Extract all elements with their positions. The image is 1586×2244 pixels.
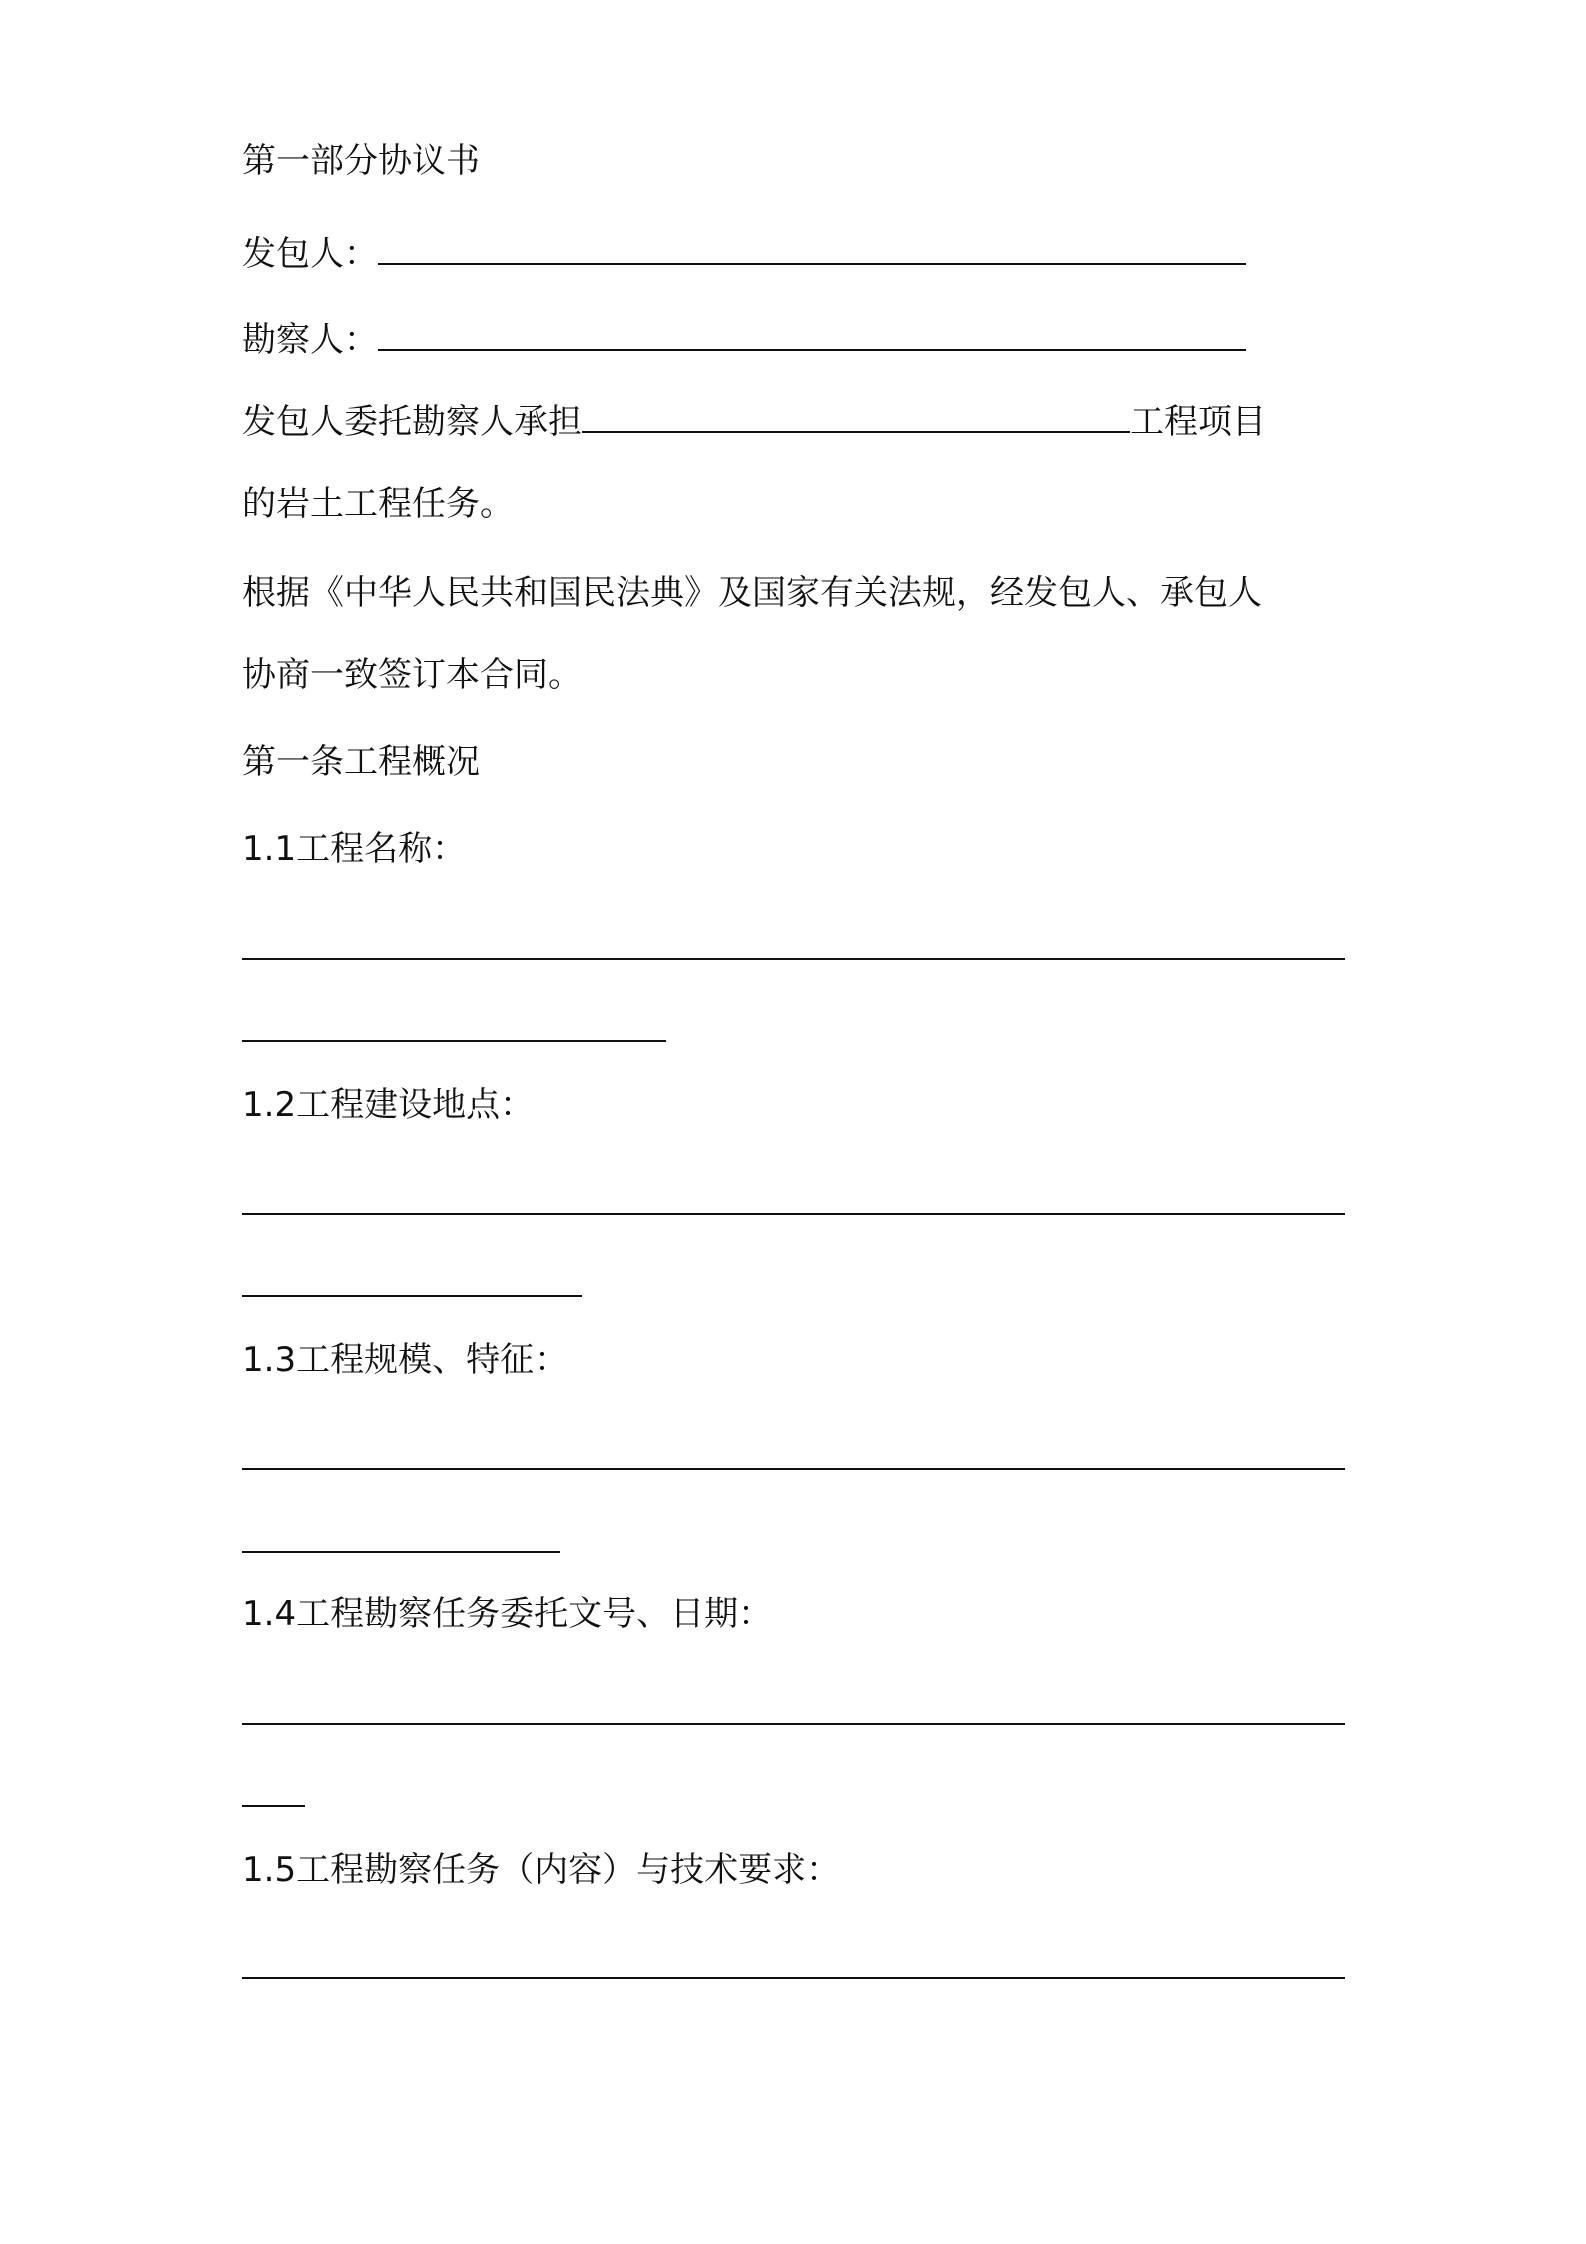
- item-1-4-blank-line-1[interactable]: [242, 1723, 1345, 1725]
- item-1-1-blank-line-2[interactable]: [242, 1040, 666, 1042]
- item-1-4-blank-line-2[interactable]: [242, 1805, 305, 1807]
- item-1-2-blank-line-2[interactable]: [242, 1295, 582, 1297]
- item-1-3-blank-line-2[interactable]: [242, 1551, 560, 1553]
- entrust-suffix: 工程项目: [1130, 402, 1266, 442]
- item-1-2-label: 1.2工程建设地点：: [242, 1085, 535, 1125]
- item-1-1-label: 1.1工程名称：: [242, 829, 467, 869]
- entrust-line-2: 的岩土工程任务。: [242, 484, 514, 524]
- article-1-title: 第一条工程概况: [242, 742, 480, 782]
- employer-blank[interactable]: [378, 233, 1246, 265]
- basis-line-2: 协商一致签订本合同。: [242, 655, 582, 695]
- item-1-1-blank-line-1[interactable]: [242, 958, 1345, 960]
- surveyor-label: 勘察人：: [242, 320, 378, 360]
- surveyor-row: [242, 318, 1246, 362]
- item-1-2-blank-line-1[interactable]: [242, 1213, 1345, 1215]
- item-1-3-blank-line-1[interactable]: [242, 1468, 1345, 1470]
- entrust-prefix: 发包人委托勘察人承担: [242, 402, 582, 442]
- employer-row: [242, 232, 1246, 276]
- basis-line-1: 根据《中华人民共和国民法典》及国家有关法规，经发包人、承包人: [242, 573, 1262, 613]
- entrust-row: [242, 400, 1266, 444]
- surveyor-blank[interactable]: [378, 319, 1246, 351]
- item-1-4-label: 1.4工程勘察任务委托文号、日期：: [242, 1594, 773, 1634]
- item-1-5-blank-line-1[interactable]: [242, 1977, 1345, 1979]
- project-name-blank[interactable]: [582, 401, 1130, 433]
- item-1-5-label: 1.5工程勘察任务（内容）与技术要求：: [242, 1850, 841, 1890]
- part-title: 第一部分协议书: [242, 141, 480, 181]
- item-1-3-label: 1.3工程规模、特征：: [242, 1340, 569, 1380]
- employer-label: 发包人：: [242, 234, 378, 274]
